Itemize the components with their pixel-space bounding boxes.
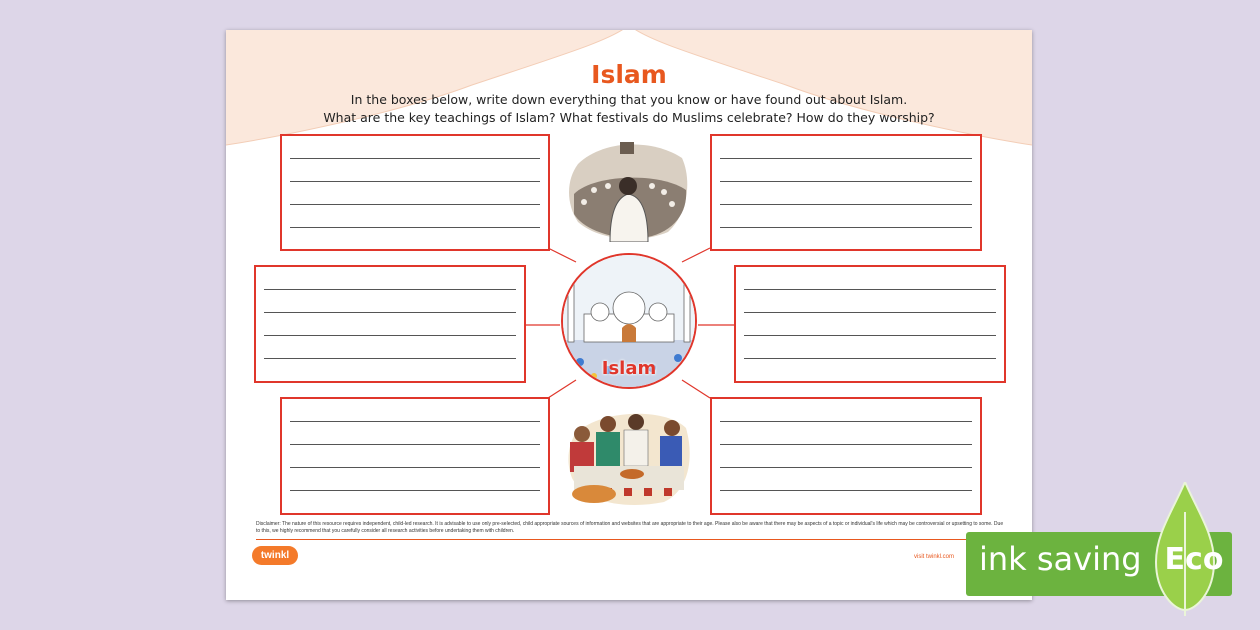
writing-box-middle-right[interactable]	[734, 265, 1006, 383]
family-meal-illustration	[564, 406, 692, 506]
worksheet-title: Islam	[591, 60, 667, 89]
hub-title-label: Islam	[601, 358, 657, 379]
writing-box-top-right[interactable]	[710, 134, 982, 251]
worksheet-page	[226, 30, 1032, 600]
instruction-line-2: What are the key teachings of Islam? What festivals do Muslims celebrate? How do they worship?	[323, 110, 935, 125]
ink-saving-label: ink saving	[979, 540, 1142, 578]
footer-divider	[256, 539, 1004, 540]
visit-link[interactable]: visit twinkl.com	[914, 554, 955, 560]
writing-box-middle-left[interactable]	[254, 265, 526, 383]
pilgrimage-illustration	[564, 134, 692, 242]
writing-box-top-left[interactable]	[280, 134, 550, 251]
twinkl-logo: twinkl	[252, 546, 298, 565]
writing-box-bottom-left[interactable]	[280, 397, 550, 515]
writing-box-bottom-right[interactable]	[710, 397, 982, 515]
eco-label: Eco	[1164, 542, 1224, 577]
instruction-line-1: In the boxes below, write down everything that you know or have found out about Islam.	[350, 92, 908, 107]
disclaimer-text: Disclaimer: The nature of this resource requires independent, child-led research. It is advisable to use only pre-selected, child appropriate sources of information and websites that are appropriate to their age. Please also be aware that there may be aspects of a topic or individual's life which may be controversial or upsetting to some. Due to this, we highly recommend that you carefully consider all research activities before undertaking them with children.	[256, 521, 1004, 534]
